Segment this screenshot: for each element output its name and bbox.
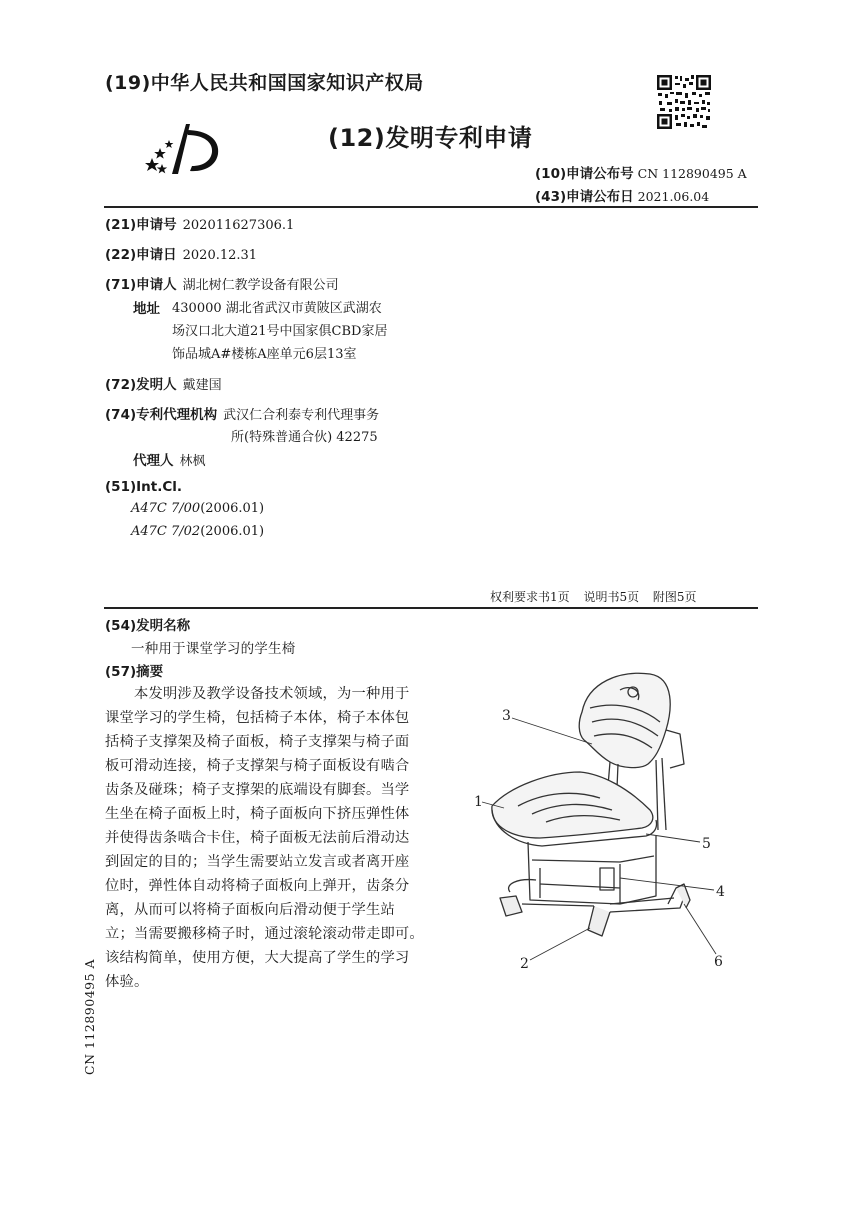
abstract-line: 立；当需要搬移椅子时，通过滚轮滚动带走即可。 <box>105 926 424 942</box>
applicant-name: 湖北树仁教学设备有限公司 <box>182 278 339 293</box>
inventor-row <box>105 373 222 393</box>
abstract-line: 板可滑动连接，椅子支撑架与椅子面板设有啮合 <box>105 758 410 774</box>
inventor-name: 戴建国 <box>182 378 222 393</box>
address-label: 地址 <box>133 301 160 317</box>
ipc-code: A47C 7/02 <box>131 524 201 539</box>
chair-figure <box>470 660 760 975</box>
abstract-line: 括椅子支撑架及椅子面板，椅子支撑架与椅子面 <box>105 734 410 750</box>
abstract-line: 生坐在椅子面板上时，椅子面板向下挤压弹性体 <box>105 806 410 822</box>
abstract-line: 齿条及碰珠；椅子支撑架的底端设有脚套。当学 <box>105 782 410 798</box>
publication-date: 2021.06.04 <box>637 189 710 204</box>
intcl-row <box>105 479 182 495</box>
abstract-line: 本发明涉及教学设备技术领域，为一种用于 <box>134 686 410 702</box>
address-line: 场汉口北大道21号中国家俱CBD家居 <box>172 324 388 339</box>
document-type: (12)发明专利申请 <box>328 124 533 152</box>
intcl-label: (51)Int.Cl. <box>105 479 183 495</box>
abstract-line: 课堂学习的学生椅，包括椅子本体，椅子本体包 <box>105 710 410 726</box>
ipc-class <box>131 501 264 516</box>
agent-name: 林枫 <box>179 454 206 469</box>
side-publication-code: CN 112890495 A <box>82 958 97 1075</box>
section-divider <box>104 607 758 609</box>
application-number-row <box>105 213 294 233</box>
header-divider <box>104 206 758 208</box>
qr-code <box>656 74 712 130</box>
callout-label: 2 <box>520 956 529 972</box>
abstract-line: 并使得齿条啮合卡住，椅子面板无法前后滑动达 <box>105 830 410 846</box>
filing-date-label: (22)申请日 <box>105 247 177 263</box>
abstract-line: 离，从而可以将椅子面板向后滑动便于学生站 <box>105 902 395 918</box>
callout-label: 1 <box>474 794 483 810</box>
ipc-class <box>131 524 264 539</box>
abstract-line: 到固定的目的；当学生需要站立发言或者离开座 <box>105 854 410 870</box>
address-line: 饰品城A#楼栋A座单元6层13室 <box>172 347 357 362</box>
applicant-label: (71)申请人 <box>105 277 177 293</box>
agency-name: 武汉仁合利泰专利代理事务 <box>223 408 380 423</box>
abstract-line: 该结构简单，使用方便，大大提高了学生的学习 <box>105 950 410 966</box>
publication-date-label: (43)申请公布日 <box>535 189 634 205</box>
publication-date-row <box>535 185 709 205</box>
agency-name-cont: 所(特殊普通合伙) 42275 <box>231 430 378 445</box>
ipc-code: A47C 7/00 <box>131 501 201 516</box>
filing-date: 2020.12.31 <box>182 248 258 263</box>
invention-title-label: (54)发明名称 <box>105 618 191 634</box>
callout-label: 3 <box>502 708 511 724</box>
callout-label: 6 <box>714 954 723 970</box>
address-line: 430000 湖北省武汉市黄陂区武湖农 <box>172 301 382 316</box>
agent-label: 代理人 <box>133 453 174 469</box>
application-number: 202011627306.1 <box>182 218 295 233</box>
page-count-info: 权利要求书1页 说明书5页 附图5页 <box>490 590 697 604</box>
agency-row <box>105 403 379 423</box>
application-number-label: (21)申请号 <box>105 217 177 233</box>
abstract-line: 位时，弹性体自动将椅子面板向上弹开，齿条分 <box>105 878 410 894</box>
agency-label: (74)专利代理机构 <box>105 407 218 423</box>
filing-date-row <box>105 243 257 263</box>
publication-number: CN 112890495 A <box>637 166 747 181</box>
publication-number-row <box>535 162 747 182</box>
callout-label: 5 <box>702 836 711 852</box>
ipc-version: (2006.01) <box>200 501 265 516</box>
publication-number-label: (10)申请公布号 <box>535 166 634 182</box>
abstract-label: (57)摘要 <box>105 664 164 680</box>
abstract-line: 体验。 <box>105 974 149 990</box>
office-name: (19)中华人民共和国国家知识产权局 <box>105 72 424 94</box>
agent-row <box>133 449 206 469</box>
inventor-label: (72)发明人 <box>105 377 177 393</box>
callout-label: 4 <box>716 884 725 900</box>
applicant-row <box>105 273 339 293</box>
office-logo <box>142 118 224 180</box>
invention-title: 一种用于课堂学习的学生椅 <box>131 641 296 657</box>
ipc-version: (2006.01) <box>200 524 265 539</box>
